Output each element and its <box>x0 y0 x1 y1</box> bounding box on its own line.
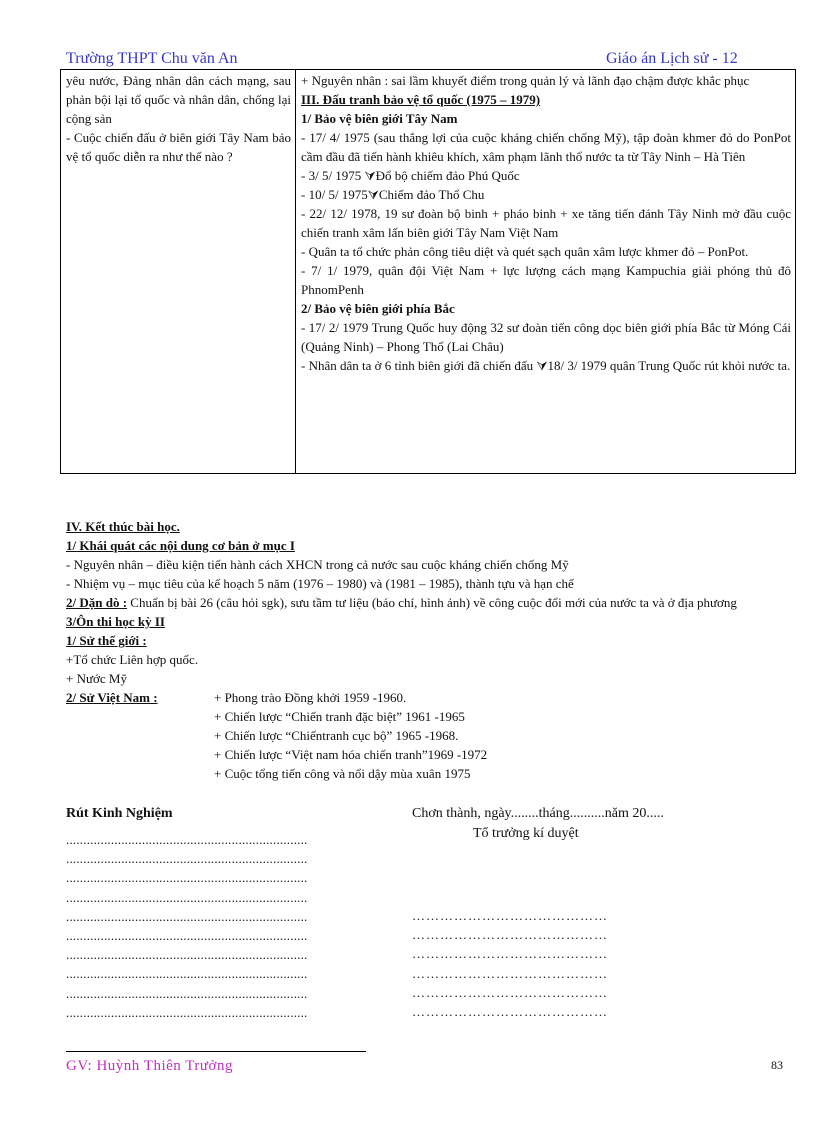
ending-title: IV. Kết thúc bài học. <box>66 519 180 534</box>
sub-1-heading: 1/ Bảo vệ biên giới Tây Nam <box>301 111 458 126</box>
dotted-line: ...................................................................... <box>66 908 308 924</box>
dotted-line: …………………………………… <box>412 965 608 981</box>
dotted-line: …………………………………… <box>412 946 608 962</box>
homework <box>66 593 788 612</box>
world-item: + Nước Mỹ <box>66 671 127 686</box>
north-item: - Nhân dân ta ở 6 tỉnh biên giới đã chiến đấu ⮛18/ 3/ 1979 quân Trung Quốc rút khỏi nước ta. <box>301 358 791 373</box>
section-3-heading: III. Đấu tranh bảo vệ tổ quốc (1975 – 1979) <box>301 92 541 107</box>
date-line: Chơn thành, ngày........tháng..........năm 20..... <box>412 806 664 821</box>
summary-item: - Nhiệm vụ – mục tiêu của kế hoạch 5 năm (1976 – 1980) và (1981 – 1985), thành tựu và hạn chế <box>66 576 574 591</box>
footer-rule <box>66 1051 366 1052</box>
dotted-line: …………………………………… <box>412 908 608 923</box>
approval-title: Tổ trưởng kí duyệt <box>473 826 579 841</box>
dotted-line: ...................................................................... <box>66 966 308 982</box>
approval-lines <box>412 906 608 1021</box>
vn-history-items <box>214 688 487 783</box>
review-title: 3/Ôn thi học kỳ II <box>66 614 165 629</box>
experience-lines <box>66 830 308 1022</box>
teacher-activity-cell <box>61 70 296 474</box>
dotted-line: …………………………………… <box>412 984 608 1000</box>
vn-history <box>66 688 788 783</box>
sw-item: - 17/ 4/ 1975 (sau thắng lợi của cuộc kháng chiến chống Mỹ), tập đoàn khmer đỏ do PonPot cầm đầu đã tiến hành khiêu khích, xâm phạm lãnh thổ nước ta từ Tây Ninh – Hà Tiên <box>301 130 791 164</box>
vn-history-label <box>66 688 214 783</box>
dotted-line: ...................................................................... <box>66 947 308 963</box>
vn-item: + Chiến lược “Việt nam hóa chiến tranh”1969 -1972 <box>214 747 488 762</box>
world-history-label <box>66 631 788 650</box>
school-name: Trường THPT Chu văn An <box>66 50 238 67</box>
summary-item: - Nguyên nhân – điều kiện tiến hành cách XHCN trong cả nước sau cuộc kháng chiến chống Mỹ <box>66 557 569 572</box>
dotted-line: ...................................................................... <box>66 851 308 867</box>
sw-item: - 10/ 5/ 1975⮛Chiếm đảo Thổ Chu <box>301 187 485 202</box>
dotted-line: ...................................................................... <box>66 832 308 847</box>
page-number: 83 <box>771 1058 783 1072</box>
world-label-text: 1/ Sử thế giới : <box>66 633 147 648</box>
sw-item: - 3/ 5/ 1975 ⮛Đổ bộ chiếm đảo Phú Quốc <box>301 168 520 183</box>
vn-item: + Chiến lược “Chiến tranh đặc biệt” 1961 -1965 <box>214 709 465 724</box>
vn-label-text: 2/ Sử Việt Nam : <box>66 690 158 705</box>
homework-text: Chuẩn bị bài 26 (câu hỏi sgk), sưu tầm tư liệu (báo chí, hình ảnh) về công cuộc đổi mới của nước ta và ở địa phương <box>127 595 737 610</box>
vn-item: + Cuộc tổng tiến công và nổi dậy mùa xuân 1975 <box>214 766 471 781</box>
left-question: - Cuộc chiến đấu ở biên giới Tây Nam bảo vệ tổ quốc diễn ra như thế nào ? <box>66 130 291 164</box>
dotted-line: …………………………………… <box>412 927 608 943</box>
sw-item: - Quân ta tổ chức phản công tiêu diệt và quét sạch quân xâm lược khmer đỏ – PonPot. <box>301 244 749 259</box>
world-item: +Tổ chức Liên hợp quốc. <box>66 652 199 667</box>
dotted-line: …………………………………… <box>412 1004 608 1020</box>
sw-item: - 7/ 1/ 1979, quân đội Việt Nam + lực lượng cách mạng Kampuchia giải phóng thủ đô PhnomPenh <box>301 263 791 297</box>
left-text-1: yêu nước, Đảng nhân dân cách mạng, sau phản bội lại tổ quốc và nhân dân, chống lại cộng sản <box>66 73 291 126</box>
dotted-line: ...................................................................... <box>66 870 308 886</box>
dotted-line: ...................................................................... <box>66 889 308 905</box>
north-item: - 17/ 2/ 1979 Trung Quốc huy động 32 sư đoàn tiến công dọc biên giới phía Bắc từ Móng Cái (Quảng Ninh) – Phong Thổ (Lai Châu) <box>301 320 791 354</box>
vn-item: + Phong trào Đồng khởi 1959 -1960. <box>214 690 407 705</box>
summary-title <box>66 536 788 555</box>
lesson-table <box>60 69 796 474</box>
subject-title: Giáo án Lịch sử - 12 <box>606 50 738 67</box>
cause-text: + Nguyên nhân : sai lầm khuyết điểm trong quản lý và lãnh đạo chậm được khắc phục <box>301 73 750 88</box>
sub-2-heading: 2/ Bảo vệ biên giới phía Bắc <box>301 301 455 316</box>
experience-title: Rút Kinh Nghiệm <box>66 806 173 821</box>
dotted-line: ...................................................................... <box>66 985 308 1001</box>
dotted-line: ...................................................................... <box>66 928 308 944</box>
teacher-name: GV: Huỳnh Thiên Trưởng <box>66 1058 233 1074</box>
content-cell <box>296 70 796 474</box>
sw-item: - 22/ 12/ 1978, 19 sư đoàn bộ binh + pháo binh + xe tăng tiến đánh Tây Ninh mở đầu cuộc chiến tranh xâm lấn biên giới Tây Nam Việt Nam <box>301 206 791 240</box>
homework-label: 2/ Dặn dò : <box>66 595 128 610</box>
dotted-line: ...................................................................... <box>66 1004 308 1020</box>
lesson-ending <box>66 517 788 783</box>
vn-item: + Chiến lược “Chiếntranh cục bộ” 1965 -1968. <box>214 728 459 743</box>
summary-title-text: 1/ Khái quát các nội dung cơ bản ở mục I <box>66 538 295 553</box>
